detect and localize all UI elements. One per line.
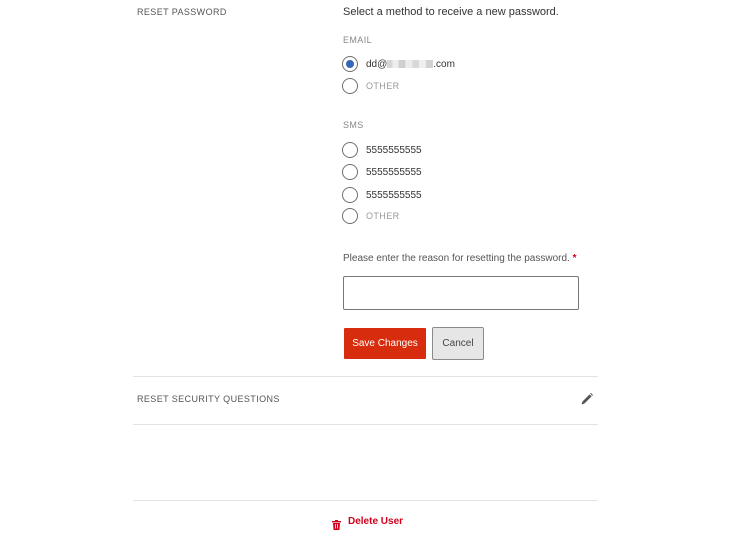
email-prefix: dd@ [366, 58, 388, 70]
email-option-other[interactable] [342, 76, 400, 96]
reset-security-questions-title: RESET SECURITY QUESTIONS [137, 394, 280, 404]
reason-input[interactable] [343, 276, 579, 310]
delete-user-label: Delete User [348, 516, 404, 527]
sms-other-label: OTHER [366, 211, 400, 221]
cancel-button[interactable]: Cancel [432, 327, 484, 360]
trash-icon [332, 517, 341, 527]
sms-2-radio[interactable] [342, 164, 358, 180]
reason-label-text: Please enter the reason for resetting the password. [343, 253, 570, 264]
sms-2-number: 5555555555 [366, 166, 422, 178]
email-other-label: OTHER [366, 81, 400, 91]
email-suffix: .com [433, 58, 455, 70]
save-changes-button[interactable]: Save Changes [344, 328, 426, 359]
sms-option-1[interactable] [342, 140, 422, 160]
sms-other-radio[interactable] [342, 208, 358, 224]
email-other-radio[interactable] [342, 78, 358, 94]
sms-3-radio[interactable] [342, 187, 358, 203]
sms-option-other[interactable] [342, 206, 400, 226]
pencil-icon[interactable] [580, 392, 594, 406]
section-divider [133, 376, 598, 377]
redacted-email-domain [387, 60, 433, 68]
required-asterisk: * [572, 253, 577, 264]
reason-label [343, 253, 576, 264]
email-address-text [366, 59, 455, 70]
section-divider [133, 424, 598, 425]
section-divider [133, 500, 598, 501]
sms-1-number: 5555555555 [366, 144, 422, 156]
email-address-radio[interactable] [342, 56, 358, 72]
delete-user-button[interactable] [332, 516, 403, 527]
reset-password-title: RESET PASSWORD [137, 7, 227, 17]
sms-option-3[interactable] [342, 185, 422, 205]
reset-method-instruction: Select a method to receive a new password. [343, 6, 559, 18]
sms-1-radio[interactable] [342, 142, 358, 158]
sms-group-label: SMS [343, 120, 364, 130]
sms-3-number: 5555555555 [366, 189, 422, 201]
email-option-address[interactable] [342, 54, 455, 74]
sms-option-2[interactable] [342, 162, 422, 182]
email-group-label: EMAIL [343, 35, 373, 45]
